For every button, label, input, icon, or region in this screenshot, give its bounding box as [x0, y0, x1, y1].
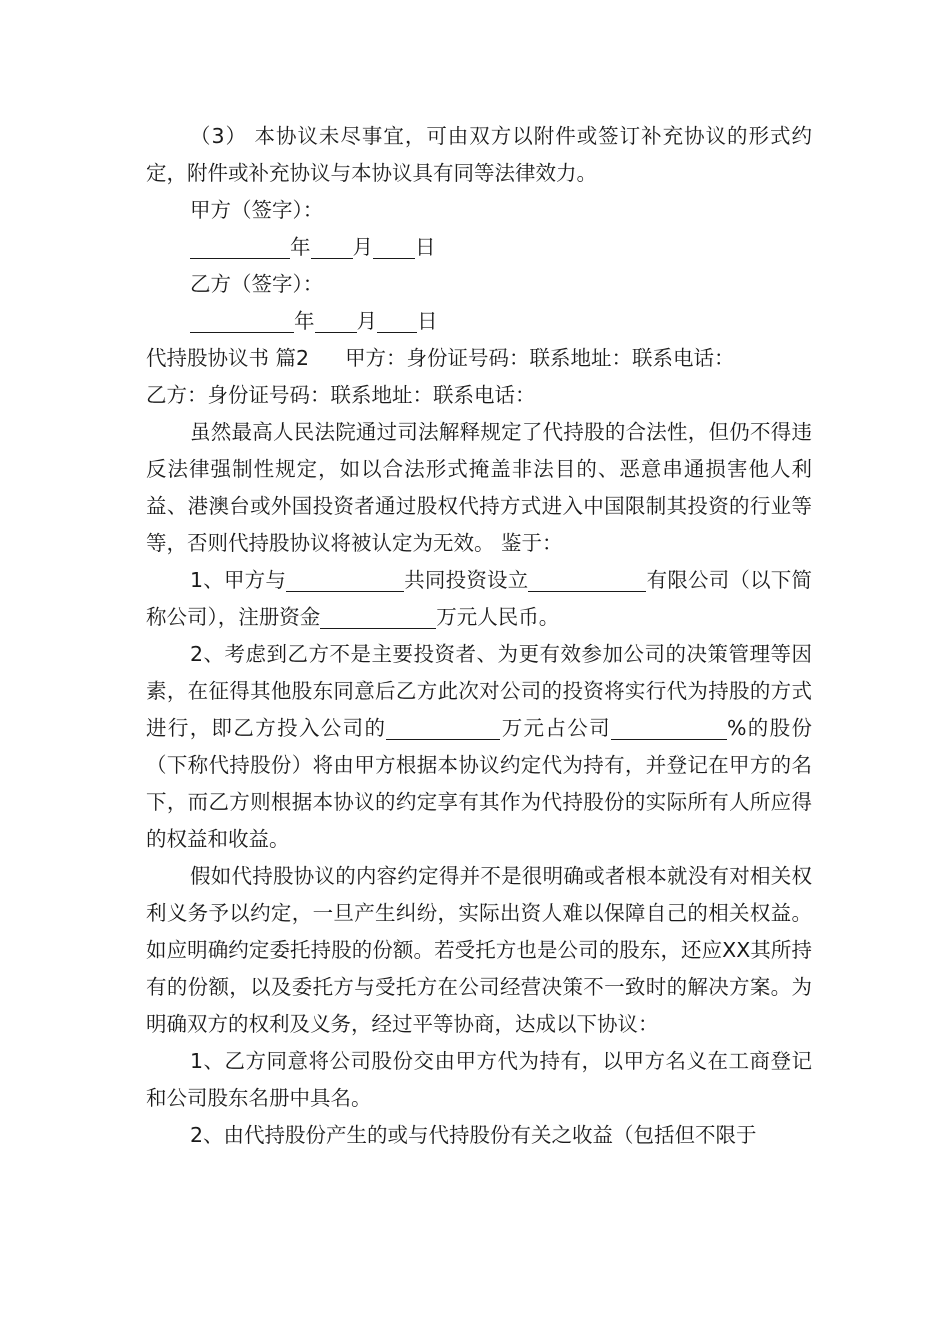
- party-a-info: 甲方：身份证号码：联系地址：联系电话：: [345, 346, 735, 370]
- party-a-signature-label: 甲方（签字）：: [190, 198, 324, 222]
- section-title-line: [146, 340, 812, 377]
- capital-blank: [320, 602, 436, 629]
- section-title: 代持股协议书 篇2: [146, 346, 310, 370]
- party-blank: [286, 565, 404, 592]
- agreement-intro-paragraph: 假如代持股协议的内容约定得并不是很明确或者根本就没有对相关权利义务予以约定，一旦产生纠纷，实际出资人难以保障自己的相关权益。如应明确约定委托持股的份额。若受托方也是公司的股东，还应XX其所持有的份额，以及委托方与受托方在公司经营决策不一致时的解决方案。为明确双方的权利及义务，经过平等协商，达成以下协议：: [146, 864, 812, 1036]
- clause-2-text: 2、考虑到乙方不是主要投资者、为更有效参加公司的决策管理等因素，在征得其他股东同意后乙方此次对公司的投资将实行代为持股的方式进行，即乙方投入公司的: [146, 642, 812, 740]
- month-label: 月: [352, 235, 373, 259]
- agreement-1-paragraph: 1、乙方同意将公司股份交由甲方代为持有，以甲方名义在工商登记和公司股东名册中具名。: [146, 1049, 812, 1110]
- document-body: [146, 118, 812, 1154]
- clause-1-text: 共同投资设立: [404, 568, 529, 592]
- agreement-2-paragraph: 2、由代持股份产生的或与代持股份有关之收益（包括但不限于: [190, 1123, 757, 1147]
- day-label: 日: [415, 235, 436, 259]
- amount-blank: [386, 713, 500, 740]
- month-blank: [315, 306, 357, 333]
- company-blank: [528, 565, 646, 592]
- clause-1-text: 万元人民币。: [436, 605, 560, 629]
- clause-2-paragraph: [146, 636, 812, 858]
- party-b-signature-label: 乙方（签字）：: [190, 272, 324, 296]
- year-label: 年: [290, 235, 311, 259]
- clause-1-text: 有限公司（以下简称公司），注册资金: [146, 568, 813, 629]
- percent-blank-1: [611, 713, 671, 740]
- day-blank: [377, 306, 417, 333]
- clause-2-text: %的股份（下称代持股份）将由甲方根据本协议约定代为持有，并登记在甲方的名下，而乙方则根据本协议的约定享有其作为代持股份的实际所有人所应得的权益和收益。: [146, 716, 813, 851]
- clause-2-text: 万元占公司: [500, 716, 611, 740]
- party-b-info: 乙方：身份证号码：联系地址：联系电话：: [146, 383, 536, 407]
- clause-1-paragraph: [146, 562, 812, 636]
- year-label: 年: [294, 309, 315, 333]
- year-blank: [190, 232, 290, 259]
- year-blank: [190, 306, 294, 333]
- party-b-date-line: [146, 303, 812, 340]
- intro-paragraph: 虽然最高人民法院通过司法解释规定了代持股的合法性，但仍不得违反法律强制性规定，如以合法形式掩盖非法目的、恶意串通损害他人利益、港澳台或外国投资者通过股权代持方式进入中国限制其投资的行业等等，否则代持股协议将被认定为无效。 鉴于：: [146, 420, 812, 555]
- party-a-date-line: [146, 229, 812, 266]
- clause-1-text: 1、甲方与: [190, 568, 287, 592]
- day-blank: [373, 232, 415, 259]
- month-blank: [311, 232, 353, 259]
- month-label: 月: [356, 309, 377, 333]
- day-label: 日: [417, 309, 438, 333]
- clause-3-paragraph: （3） 本协议未尽事宜，可由双方以附件或签订补充协议的形式约定，附件或补充协议与本协议具有同等法律效力。: [146, 124, 812, 185]
- percent-blank-2: [671, 713, 727, 740]
